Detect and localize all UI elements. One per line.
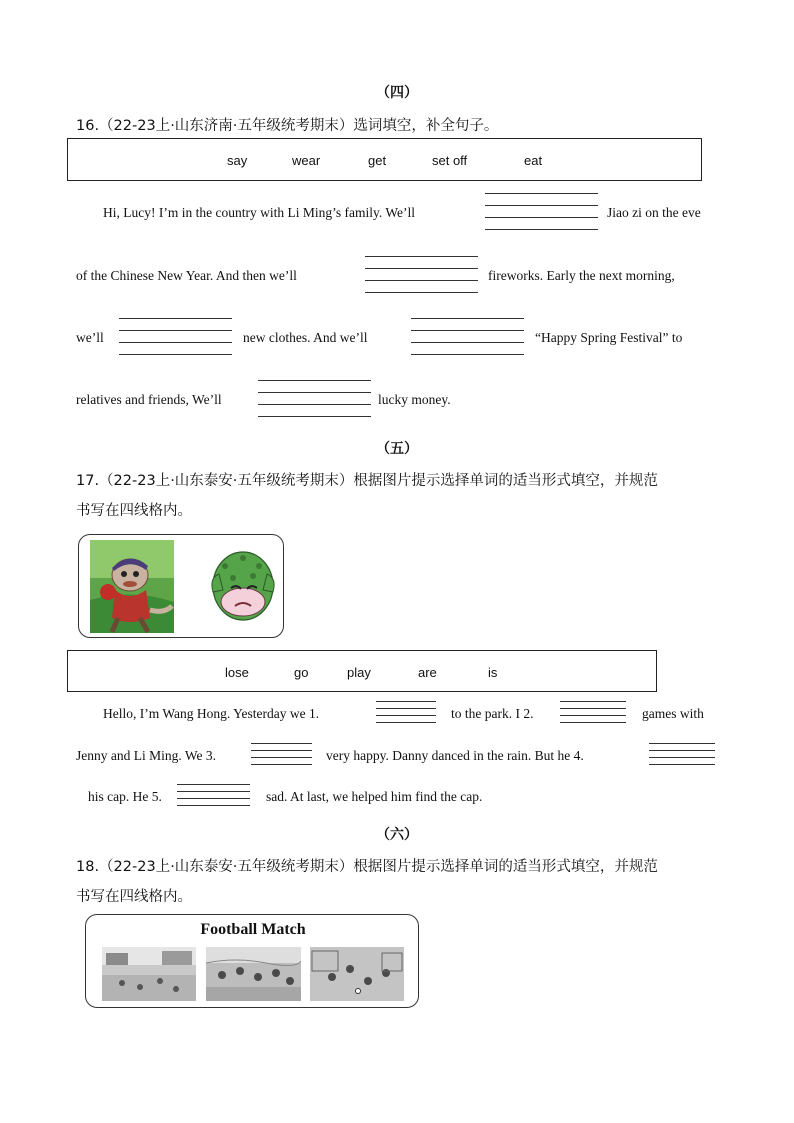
- question-17-prompt: 17.（22-23上·山东泰安·五年级统考期末）根据图片提示选择单词的适当形式填空，并规范: [76, 473, 658, 489]
- word-bank-item: are: [418, 665, 437, 680]
- word-bank-item: get: [368, 153, 387, 168]
- passage-text: sad. At last, we helped him find the cap.: [266, 789, 483, 804]
- four-line-blank[interactable]: [411, 318, 524, 354]
- four-line-blank-4[interactable]: [649, 743, 715, 764]
- cartoon-dinosaur-playing-image: [90, 540, 174, 633]
- word-bank-item: play: [347, 665, 371, 680]
- four-line-blank[interactable]: [119, 318, 232, 354]
- passage-text: to the park. I 2.: [451, 706, 534, 721]
- football-scene-2-image: [206, 947, 301, 1001]
- question-17-prompt-cont: 书写在四线格内。: [76, 503, 192, 519]
- question-18-prompt: 18.（22-23上·山东泰安·五年级统考期末）根据图片提示选择单词的适当形式填空，并规范: [76, 859, 658, 875]
- word-bank-box: [67, 650, 657, 692]
- section-title-5: （五）: [376, 441, 418, 457]
- four-line-blank-3[interactable]: [251, 743, 312, 764]
- word-bank-item: is: [488, 665, 498, 680]
- section-title-6: （六）: [376, 827, 418, 843]
- word-bank-item: go: [294, 665, 309, 680]
- four-line-blank-2[interactable]: [560, 701, 626, 722]
- four-line-blank-1[interactable]: [376, 701, 436, 722]
- cartoon-sad-dinosaur-image: [207, 544, 279, 628]
- passage-text: fireworks. Early the next morning,: [488, 268, 675, 283]
- four-line-blank[interactable]: [485, 193, 598, 229]
- four-line-blank-5[interactable]: [177, 784, 250, 805]
- passage-text: Hi, Lucy! I’m in the country with Li Ming’s family. We’ll: [103, 205, 415, 220]
- passage-text: Jenny and Li Ming. We 3.: [76, 748, 217, 763]
- cartoon-picture-frame: [78, 534, 284, 638]
- passage-text: relatives and friends, We’ll: [76, 392, 222, 407]
- passage-text: his cap. He 5.: [88, 789, 162, 804]
- question-18-prompt-cont: 书写在四线格内。: [76, 889, 192, 905]
- passage-text: Hello, I’m Wang Hong. Yesterday we 1.: [103, 706, 320, 721]
- football-match-picture-frame: [85, 914, 419, 1008]
- four-line-blank[interactable]: [365, 256, 478, 292]
- passage-text: we’ll: [76, 330, 104, 345]
- football-scene-1-image: [102, 947, 196, 1001]
- word-bank-item: set off: [432, 153, 468, 168]
- passage-text: “Happy Spring Festival” to: [535, 330, 683, 345]
- section-title-4: （四）: [376, 85, 418, 101]
- word-bank-item: eat: [524, 153, 543, 168]
- passage-text: new clothes. And we’ll: [243, 330, 368, 345]
- word-bank-item: say: [227, 153, 248, 168]
- passage-text: very happy. Danny danced in the rain. But he 4.: [326, 748, 584, 763]
- word-bank-item: wear: [292, 153, 321, 168]
- passage-text: of the Chinese New Year. And then we’ll: [76, 268, 297, 283]
- passage-text: Jiao zi on the eve: [607, 205, 701, 220]
- passage-text: lucky money.: [378, 392, 451, 407]
- four-line-blank[interactable]: [258, 380, 371, 416]
- football-scene-3-image: [310, 947, 404, 1001]
- question-16-prompt: 16.（22-23上·山东济南·五年级统考期末）选词填空，补全句子。: [76, 118, 499, 134]
- word-bank-box: [67, 138, 702, 181]
- picture-title: Football Match: [200, 921, 306, 938]
- passage-text: games with: [642, 706, 704, 721]
- word-bank-item: lose: [225, 665, 249, 680]
